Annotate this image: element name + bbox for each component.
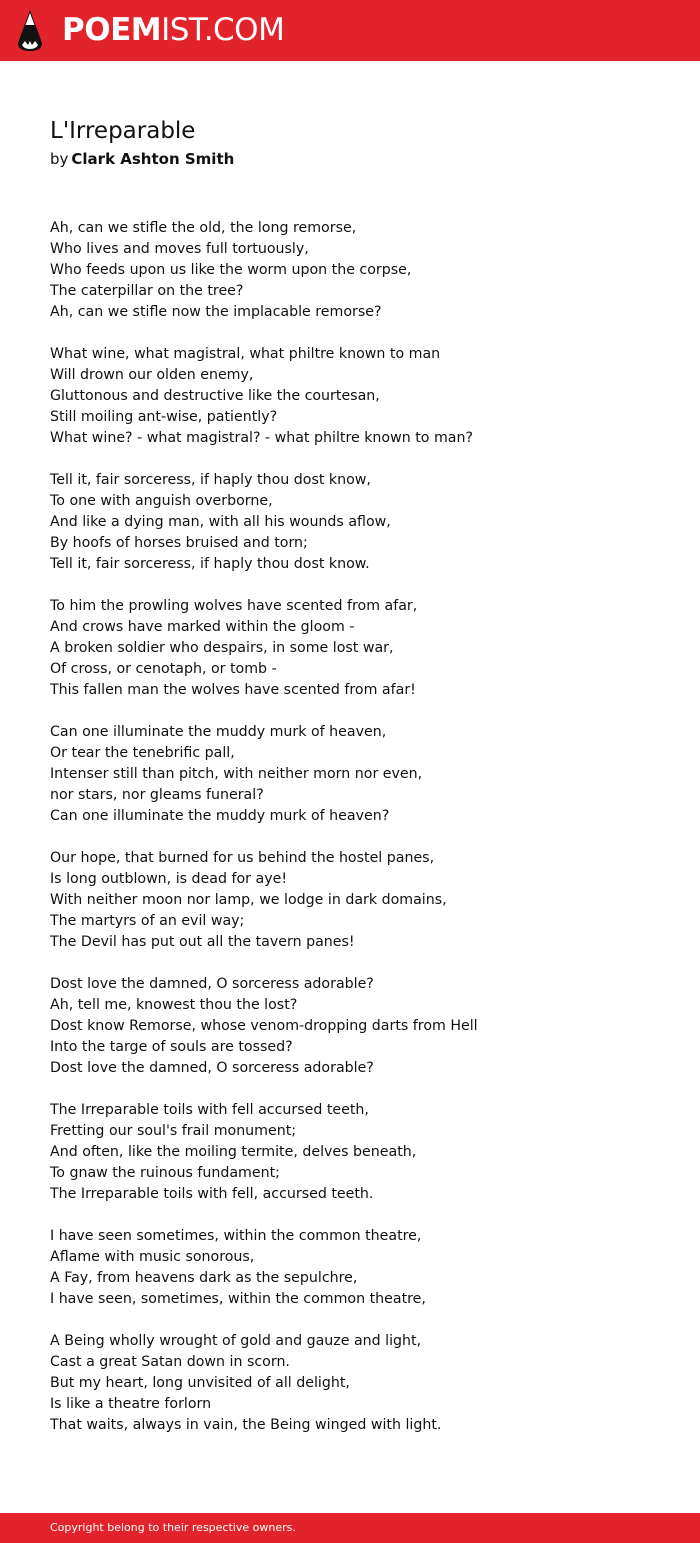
by-label: by <box>50 150 69 168</box>
poem-line: Gluttonous and destructive like the courtesan, <box>50 388 380 404</box>
poem-line: What wine? - what magistral? - what philtre known to man? <box>50 430 473 446</box>
poem-line: Is long outblown, is dead for aye! <box>50 871 288 887</box>
poem-line: The Irreparable toils with fell, accursed teeth. <box>50 1186 374 1202</box>
poem-line: This fallen man the wolves have scented from afar! <box>50 682 416 698</box>
poem-line: Dost know Remorse, whose venom-dropping darts from Hell <box>50 1018 478 1034</box>
poem-line: That waits, always in vain, the Being winged with light. <box>50 1417 442 1433</box>
poem-line: I have seen sometimes, within the common theatre, <box>50 1228 422 1244</box>
site-header <box>0 0 700 61</box>
stanza <box>50 1331 670 1436</box>
poem-line: Will drown our olden enemy, <box>50 367 254 383</box>
copyright-text: Copyright belong to their respective owners. <box>50 1521 296 1534</box>
poem-line: The caterpillar on the tree? <box>50 283 244 299</box>
poem-line: Dost love the damned, O sorceress adorable? <box>50 976 374 992</box>
poem-line: And crows have marked within the gloom - <box>50 619 355 635</box>
poem-line: Or tear the tenebrific pall, <box>50 745 235 761</box>
poem-line: The martyrs of an evil way; <box>50 913 245 929</box>
poem-line: Fretting our soul's frail monument; <box>50 1123 297 1139</box>
poem-line: And often, like the moiling termite, delves beneath, <box>50 1144 417 1160</box>
author-name: Clark Ashton Smith <box>71 150 235 168</box>
poem-title: L'Irreparable <box>50 118 196 144</box>
poem-line: Intenser still than pitch, with neither morn nor even, <box>50 766 423 782</box>
poem-line: Can one illuminate the muddy murk of heaven, <box>50 724 387 740</box>
poem-line: Who feeds upon us like the worm upon the corpse, <box>50 262 412 278</box>
stanza <box>50 596 670 701</box>
poem-line: With neither moon nor lamp, we lodge in dark domains, <box>50 892 447 908</box>
stanza <box>50 470 670 575</box>
stanza <box>50 722 670 827</box>
site-logo[interactable] <box>62 12 284 48</box>
poem-line: Ah, tell me, knowest thou the lost? <box>50 997 298 1013</box>
poem-line: But my heart, long unvisited of all delight, <box>50 1375 350 1391</box>
logo-text-light: IST.COM <box>161 12 285 48</box>
poem-line: To him the prowling wolves have scented from afar, <box>50 598 418 614</box>
poem-line: And like a dying man, with all his wounds aflow, <box>50 514 391 530</box>
stanza <box>50 218 670 323</box>
stanza <box>50 344 670 449</box>
poem-line: To one with anguish overborne, <box>50 493 273 509</box>
poem-line: A Fay, from heavens dark as the sepulchre, <box>50 1270 358 1286</box>
stanza <box>50 848 670 953</box>
poem-line: Who lives and moves full tortuously, <box>50 241 309 257</box>
poem-line: A broken soldier who despairs, in some lost war, <box>50 640 394 656</box>
stanza <box>50 1100 670 1205</box>
poem-line: Cast a great Satan down in scorn. <box>50 1354 290 1370</box>
site-footer <box>0 1513 700 1543</box>
poem-line: What wine, what magistral, what philtre known to man <box>50 346 441 362</box>
poem-line: Is like a theatre forlorn <box>50 1396 212 1412</box>
poem-line: Ah, can we stifle the old, the long remorse, <box>50 220 357 236</box>
poem-line: By hoofs of horses bruised and torn; <box>50 535 308 551</box>
logo-text-bold: POEM <box>62 12 162 48</box>
poem-line: nor stars, nor gleams funeral? <box>50 787 264 803</box>
poem-line: Tell it, fair sorceress, if haply thou dost know, <box>50 472 371 488</box>
poem-line: Tell it, fair sorceress, if haply thou dost know. <box>50 556 370 572</box>
poem-line: Aflame with music sonorous, <box>50 1249 255 1265</box>
poem-line: Into the targe of souls are tossed? <box>50 1039 293 1055</box>
poem-line: The Devil has put out all the tavern panes! <box>50 934 355 950</box>
poem-line: Dost love the damned, O sorceress adorable? <box>50 1060 374 1076</box>
byline <box>50 148 234 170</box>
poem-line: Still moiling ant-wise, patiently? <box>50 409 278 425</box>
stanza <box>50 1226 670 1310</box>
poem-line: The Irreparable toils with fell accursed teeth, <box>50 1102 369 1118</box>
poem-line: I have seen, sometimes, within the common theatre, <box>50 1291 426 1307</box>
poem-line: Of cross, or cenotaph, or tomb - <box>50 661 277 677</box>
poem-line: Our hope, that burned for us behind the hostel panes, <box>50 850 435 866</box>
pencil-tip-icon[interactable] <box>17 10 43 51</box>
poem-line: Can one illuminate the muddy murk of heaven? <box>50 808 390 824</box>
poem-line: A Being wholly wrought of gold and gauze and light, <box>50 1333 422 1349</box>
poem-line: Ah, can we stifle now the implacable remorse? <box>50 304 382 320</box>
stanza <box>50 974 670 1079</box>
poem-line: To gnaw the ruinous fundament; <box>50 1165 280 1181</box>
poem-body <box>50 218 670 1457</box>
